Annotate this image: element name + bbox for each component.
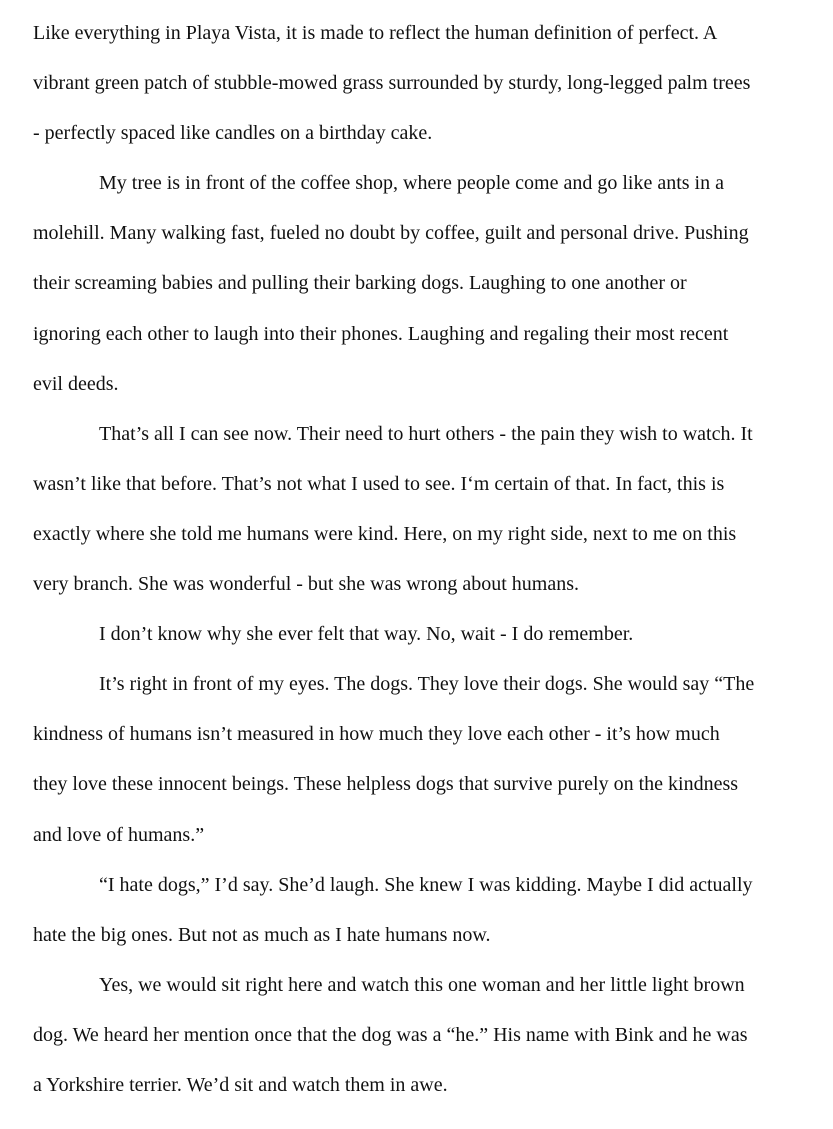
text-line: ignoring each other to laugh into their phones. Laughing and regaling their most recent (33, 322, 729, 345)
paragraph-5 (33, 659, 823, 859)
text-line: their screaming babies and pulling their barking dogs. Laughing to one another or (33, 272, 687, 295)
paragraph-3 (33, 409, 823, 609)
text-line: very branch. She was wonderful - but she was wrong about humans. (33, 573, 579, 596)
text-line: vibrant green patch of stubble-mowed grass surrounded by sturdy, long-legged palm trees (33, 72, 751, 95)
text-line: evil deeds. (33, 372, 119, 395)
text-line: molehill. Many walking fast, fueled no doubt by coffee, guilt and personal drive. Pushing (33, 222, 749, 245)
document-body (33, 8, 823, 1110)
text-line: a Yorkshire terrier. We’d sit and watch them in awe. (33, 1073, 448, 1096)
paragraph-4 (33, 609, 823, 659)
text-line: wasn’t like that before. That’s not what I used to see. I‘m certain of that. In fact, this is (33, 472, 725, 495)
text-line: I don’t know why she ever felt that way. No, wait - I do remember. (99, 623, 634, 646)
paragraph-7 (33, 960, 823, 1110)
text-line: Like everything in Playa Vista, it is made to reflect the human definition of perfect. A (33, 22, 718, 44)
text-line: Yes, we would sit right here and watch this one woman and her little light brown (99, 973, 745, 996)
paragraph-2 (33, 158, 823, 408)
text-line: - perfectly spaced like candles on a birthday cake. (33, 122, 433, 145)
text-line: and love of humans.” (33, 823, 205, 846)
text-line: they love these innocent beings. These helpless dogs that survive purely on the kindness (33, 773, 739, 796)
text-line: dog. We heard her mention once that the dog was a “he.” His name with Bink and he was (33, 1023, 748, 1046)
text-line: It’s right in front of my eyes. The dogs. They love their dogs. She would say “The (99, 673, 755, 696)
paragraph-6 (33, 860, 823, 960)
text-line: “I hate dogs,” I’d say. She’d laugh. She knew I was kidding. Maybe I did actually (99, 873, 753, 896)
text-line: kindness of humans isn’t measured in how much they love each other - it’s how much (33, 723, 720, 746)
text-line: exactly where she told me humans were kind. Here, on my right side, next to me on this (33, 522, 737, 545)
text-line: hate the big ones. But not as much as I hate humans now. (33, 923, 491, 946)
paragraph-1 (33, 8, 823, 158)
text-line: My tree is in front of the coffee shop, where people come and go like ants in a (99, 172, 724, 195)
text-line: That’s all I can see now. Their need to hurt others - the pain they wish to watch. It (99, 422, 753, 445)
